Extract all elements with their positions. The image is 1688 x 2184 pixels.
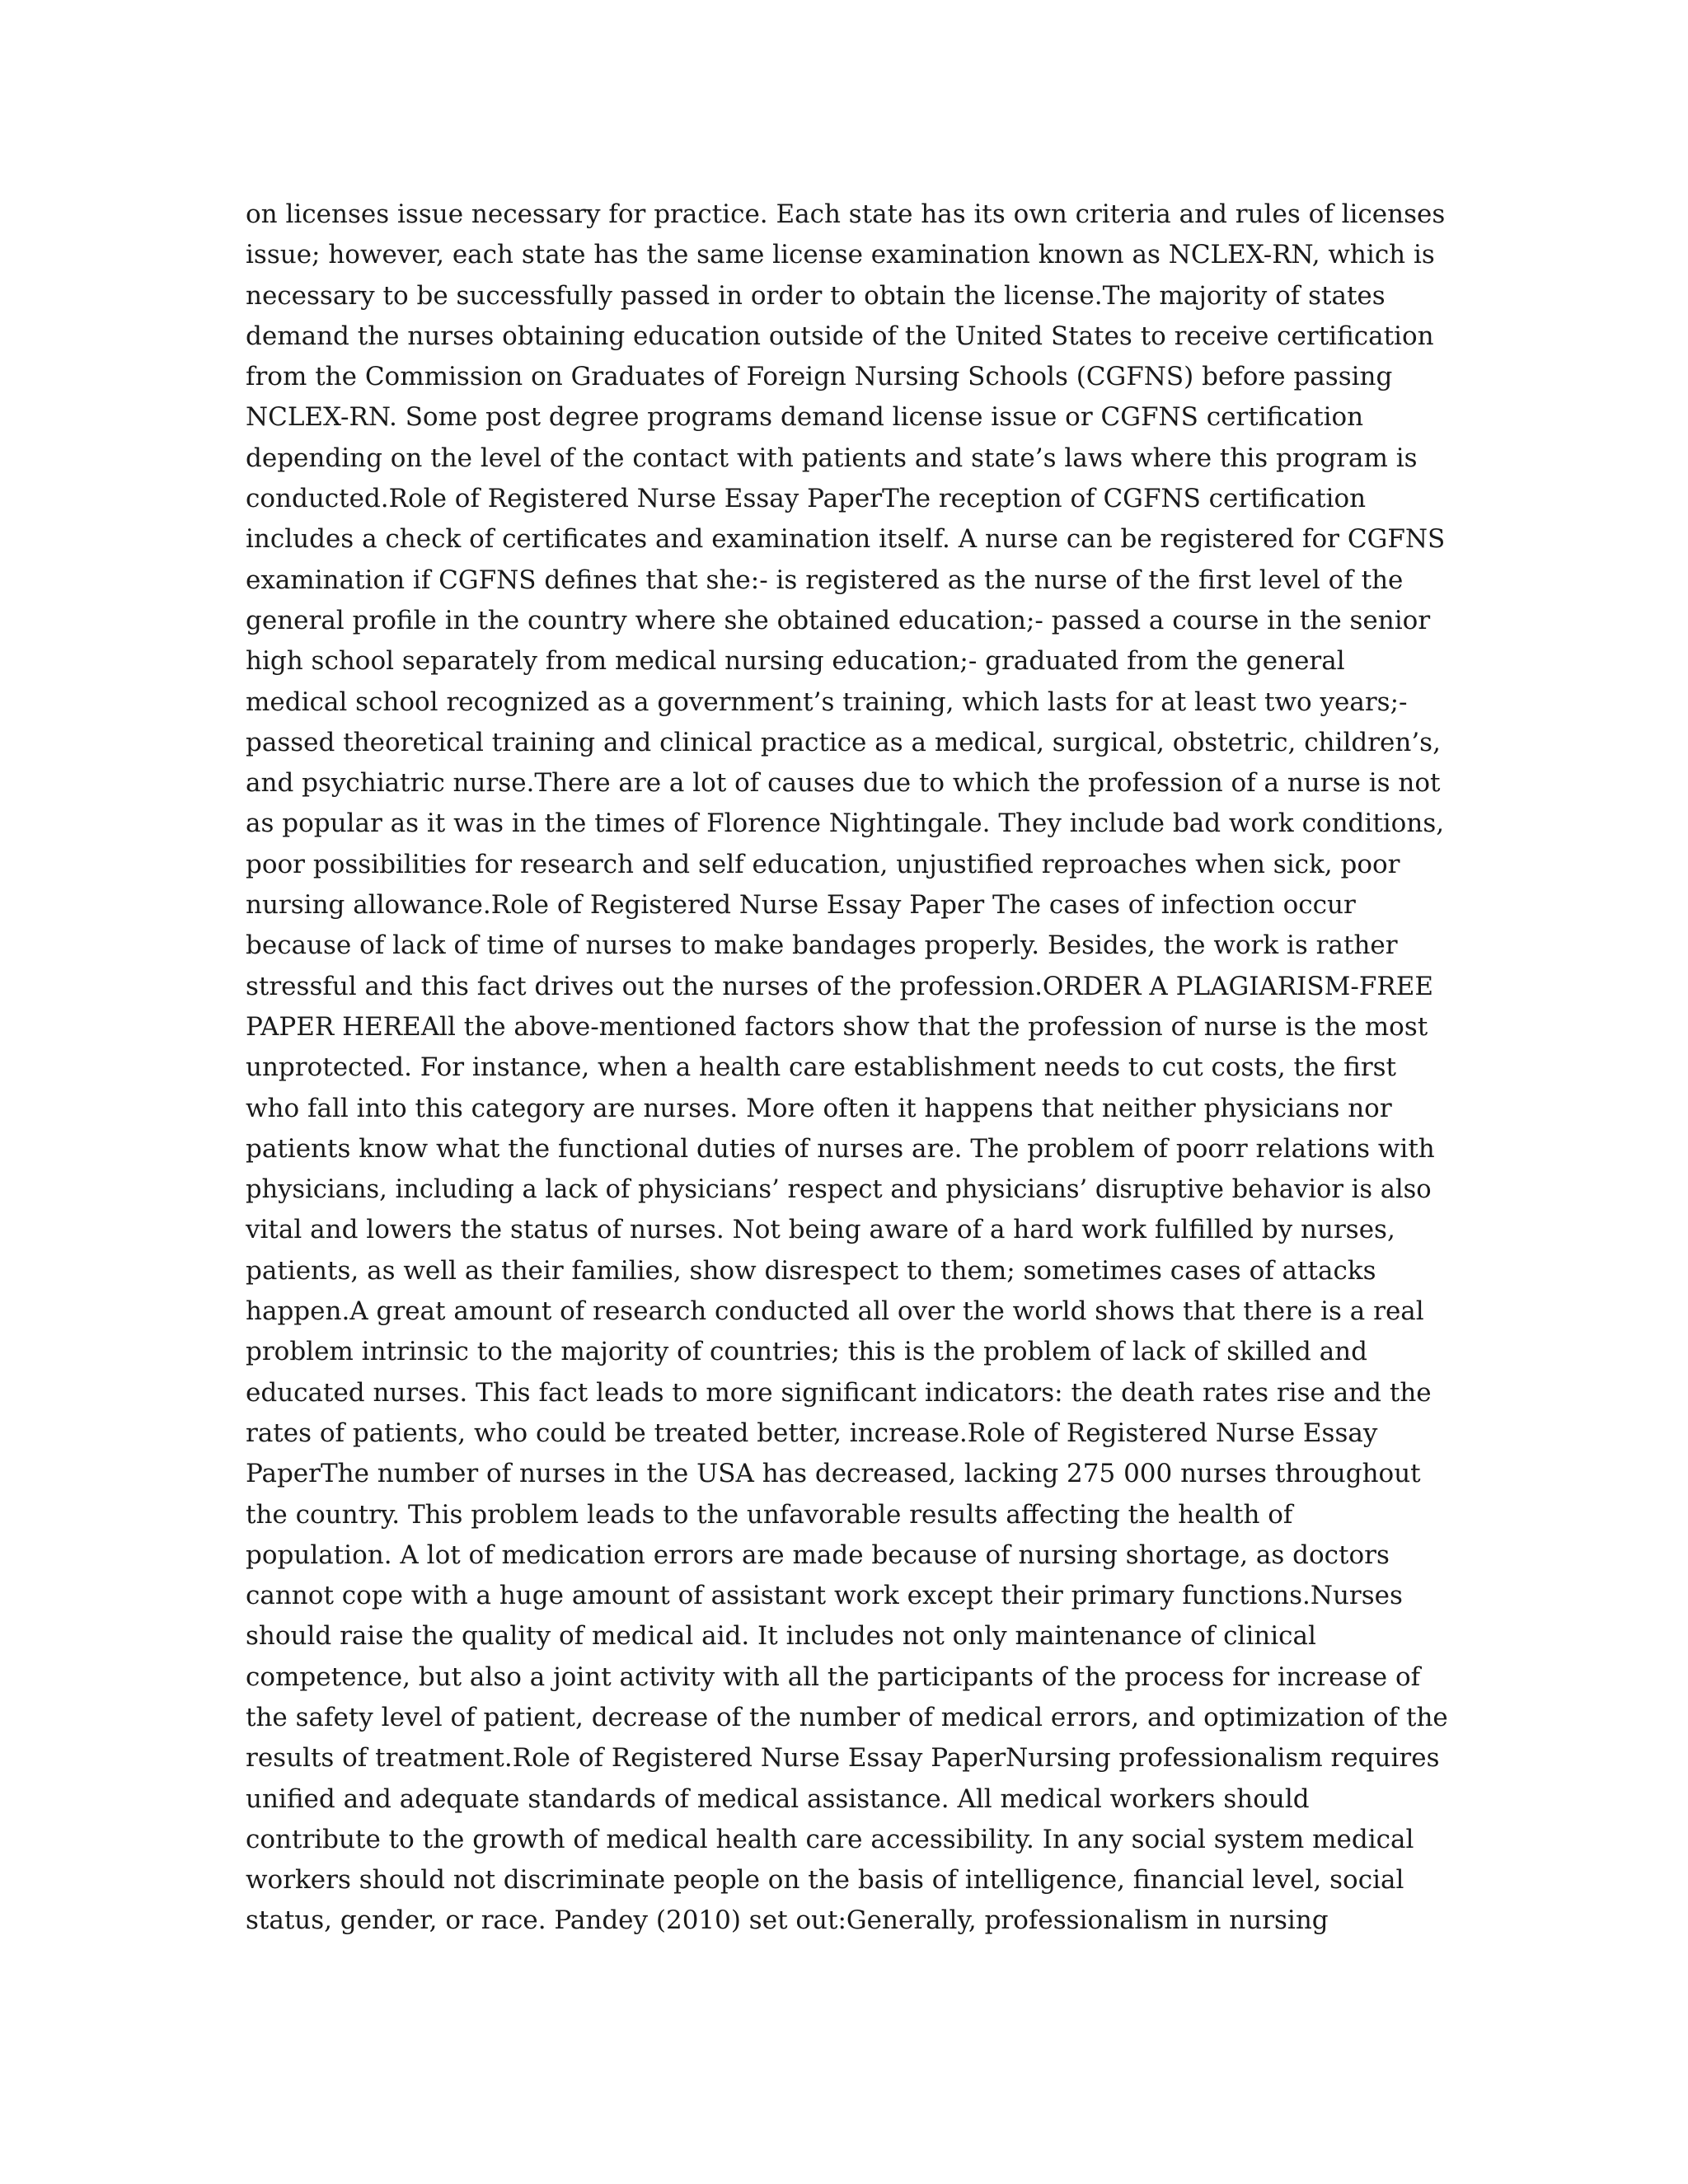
text-line: medical school recognized as a government’s training, which lasts for at least two years;- (246, 687, 1408, 717)
text-line: the country. This problem leads to the unfavorable results affecting the health of (246, 1499, 1293, 1530)
text-line: high school separately from medical nursing education;- graduated from the general (246, 646, 1345, 677)
text-line: unprotected. For instance, when a health care establishment needs to cut costs, the first (246, 1052, 1397, 1083)
text-line: because of lack of time of nurses to make bandages properly. Besides, the work is rather (246, 930, 1398, 961)
text-line: conducted.Role of Registered Nurse Essay PaperThe reception of CGFNS certification (246, 484, 1367, 514)
text-line: contribute to the growth of medical health care accessibility. In any social system medical (246, 1824, 1414, 1854)
text-line: demand the nurses obtaining education outside of the United States to receive certification (246, 321, 1434, 351)
text-line: vital and lowers the status of nurses. Not being aware of a hard work fulfilled by nurses, (246, 1215, 1395, 1245)
text-line: from the Commission on Graduates of Foreign Nursing Schools (CGFNS) before passing (246, 362, 1393, 392)
text-line: happen.A great amount of research conducted all over the world shows that there is a real (246, 1296, 1424, 1327)
text-line: competence, but also a joint activity with all the participants of the process for increase of (246, 1661, 1421, 1692)
text-line: necessary to be successfully passed in order to obtain the license.The majority of states (246, 280, 1386, 311)
text-line: cannot cope with a huge amount of assistant work except their primary functions.Nurses (246, 1581, 1403, 1611)
text-line: patients, as well as their families, show disrespect to them; sometimes cases of attacks (246, 1255, 1376, 1286)
text-line: unified and adequate standards of medical assistance. All medical workers should (246, 1783, 1310, 1814)
text-line: PaperThe number of nurses in the USA has decreased, lacking 275 000 nurses throughout (246, 1459, 1421, 1489)
text-line: who fall into this category are nurses. More often it happens that neither physicians nor (246, 1093, 1392, 1123)
text-line: examination if CGFNS defines that she:- is registered as the nurse of the first level of the (246, 565, 1404, 595)
text-line: depending on the level of the contact with patients and state’s laws where this program is (246, 443, 1418, 473)
text-line: issue; however, each state has the same license examination known as NCLEX-RN, which is (246, 240, 1435, 270)
text-line: as popular as it was in the times of Florence Nightingale. They include bad work conditions, (246, 808, 1445, 839)
text-line: should raise the quality of medical aid. It includes not only maintenance of clinical (246, 1621, 1316, 1652)
text-line: on licenses issue necessary for practice. Each state has its own criteria and rules of licenses (246, 199, 1446, 229)
text-line: the safety level of patient, decrease of the number of medical errors, and optimization of the (246, 1702, 1448, 1732)
text-line: patients know what the functional duties of nurses are. The problem of poorr relations with (246, 1133, 1435, 1164)
text-line: and psychiatric nurse.There are a lot of causes due to which the profession of a nurse is not (246, 768, 1441, 799)
text-line: physicians, including a lack of physicians’ respect and physicians’ disruptive behavior is also (246, 1175, 1432, 1205)
text-line: rates of patients, who could be treated better, increase.Role of Registered Nurse Essay (246, 1418, 1378, 1448)
text-line: population. A lot of medication errors are made because of nursing shortage, as doctors (246, 1540, 1390, 1570)
text-line: stressful and this fact drives out the nurses of the profession.ORDER A PLAGIARISM-FREE (246, 971, 1433, 1001)
text-line: general profile in the country where she obtained education;- passed a course in the senior (246, 605, 1431, 635)
text-line: poor possibilities for research and self education, unjustified reproaches when sick, poor (246, 849, 1400, 879)
text-line: passed theoretical training and clinical practice as a medical, surgical, obstetric, children’s, (246, 727, 1441, 757)
text-line: includes a check of certificates and examination itself. A nurse can be registered for CGFNS (246, 524, 1446, 555)
text-line: NCLEX-RN. Some post degree programs demand license issue or CGFNS certification (246, 402, 1364, 433)
text-line: results of treatment.Role of Registered Nurse Essay PaperNursing professionalism requires (246, 1743, 1440, 1774)
text-line: nursing allowance.Role of Registered Nurse Essay Paper The cases of infection occur (246, 890, 1356, 921)
text-line: problem intrinsic to the majority of countries; this is the problem of lack of skilled and (246, 1337, 1367, 1367)
text-line: PAPER HEREAll the above-mentioned factors show that the profession of nurse is the most (246, 1011, 1428, 1042)
text-line: educated nurses. This fact leads to more significant indicators: the death rates rise and the (246, 1377, 1432, 1408)
text-line: status, gender, or race. Pandey (2010) set out:Generally, professionalism in nursing (246, 1905, 1329, 1936)
body-text (246, 194, 1449, 1942)
text-line: workers should not discriminate people on the basis of intelligence, financial level, social (246, 1865, 1404, 1896)
